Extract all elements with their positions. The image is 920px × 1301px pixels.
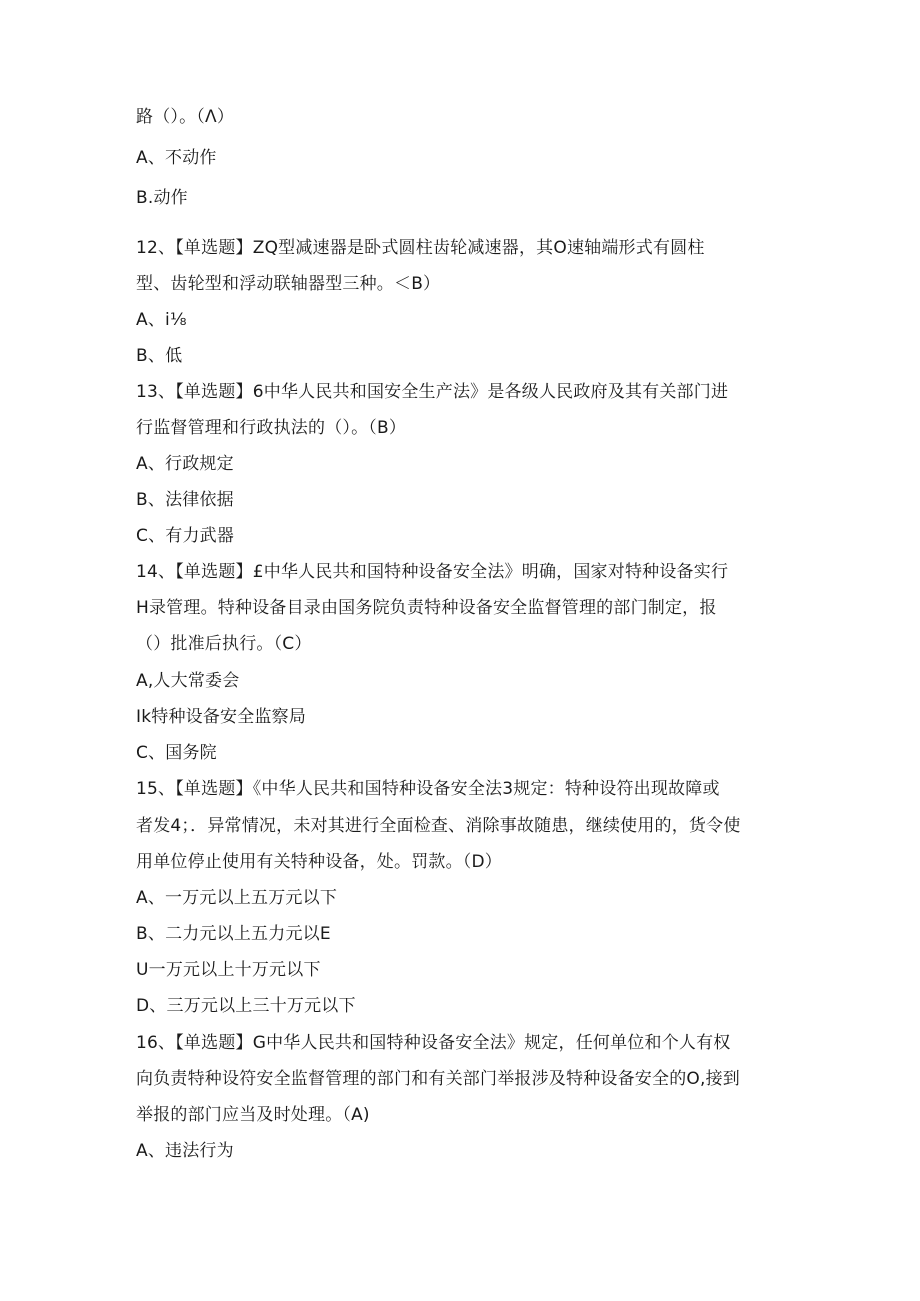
text-line: Ik特种设备安全监察局 [136, 707, 307, 727]
text-line: 14、【单选题】£中华人民共和国特种设备安全法》明确，国家对特种设备实行 [136, 562, 729, 582]
text-line: 用单位停止使用有关特种设备，处。罚款。（D） [136, 852, 502, 872]
text-line: C、有力武器 [136, 526, 235, 546]
text-line: B、低 [136, 346, 183, 366]
text-line: 行监督管理和行政执法的（）。（B） [136, 418, 407, 438]
text-line: H录管理。特种设备目录由国务院负责特种设备安全监督管理的部门制定，报 [136, 598, 717, 618]
text-line: A、不动作 [136, 148, 217, 168]
text-line: A,人大常委会 [136, 671, 240, 691]
text-line: A、违法行为 [136, 1141, 234, 1161]
text-line: A、一万元以上五万元以下 [136, 888, 338, 908]
text-line: 型、齿轮型和浮动联轴器型三种。＜B） [136, 274, 441, 294]
text-line: B.动作 [136, 188, 188, 208]
text-line: 路（）。（Λ） [136, 107, 235, 127]
text-line: B、二力元以上五力元以E [136, 924, 331, 944]
text-line: 者发4；．异常情况，未对其进行全面检查、消除事故随患，继续使用的，货令使 [136, 816, 741, 836]
text-line: U一万元以上十万元以下 [136, 960, 321, 980]
text-line: A、i⅛ [136, 310, 187, 330]
text-line: （）批准后执行。（C） [136, 634, 312, 654]
text-line: 向负责特种设符安全监督管理的部门和有关部门举报涉及特种设备安全的O,接到 [136, 1069, 740, 1089]
text-line: 12、【单选题】ZQ型减速器是卧式圆柱齿轮减速器，其O速轴端形式有圆柱 [136, 238, 705, 258]
text-line: 16、【单选题】G中华人民共和国特种设备安全法》规定，任何单位和个人有权 [136, 1033, 731, 1053]
text-line: 15、【单选题】《中华人民共和国特种设备安全法3规定：特种设符出现故障或 [136, 779, 720, 799]
text-line: 举报的部门应当及时处理。（A) [136, 1105, 370, 1125]
text-line: A、行政规定 [136, 454, 234, 474]
text-line: B、法律依据 [136, 490, 234, 510]
text-line: D、三万元以上三十万元以下 [136, 996, 356, 1016]
text-line: C、国务院 [136, 743, 217, 763]
text-line: 13、【单选题】6中华人民共和国安全生产法》是各级人民政府及其有关部门进 [136, 382, 729, 402]
